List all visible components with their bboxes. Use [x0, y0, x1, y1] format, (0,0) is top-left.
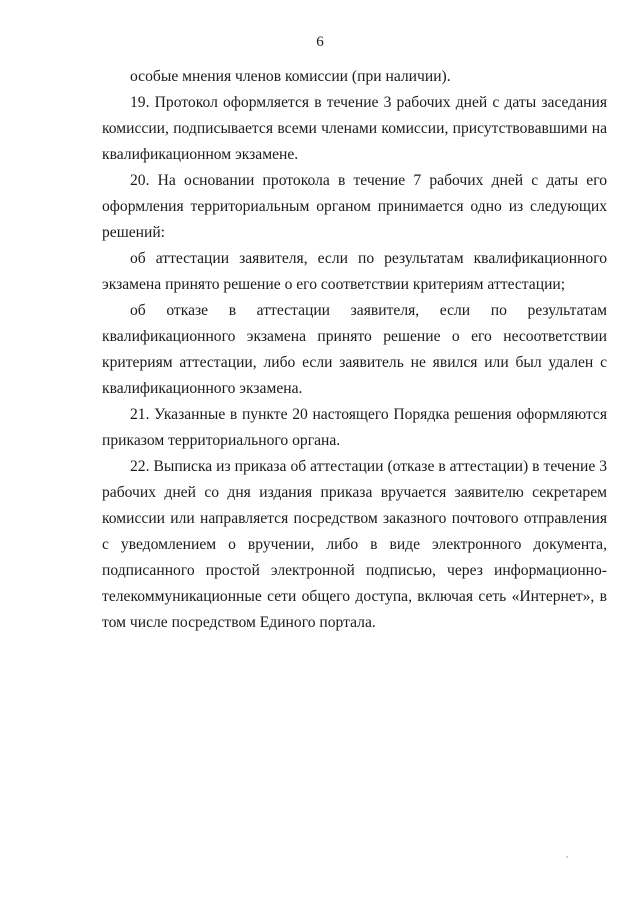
paragraph-19: 19. Протокол оформляется в течение 3 рабочих дней с даты заседания комиссии, подписывается всеми членами комиссии, присутствовавшими на квалификационном экзамене. [102, 94, 607, 163]
paragraph-22: 22. Выписка из приказа об аттестации (отказе в аттестации) в течение 3 рабочих дней со дня издания приказа вручается заявителю секретарем комиссии или направляется посредством заказного почтового отправления с уведомлением о вручении, либо в виде электронного документа, подписанного простой электронной подписью, через информационно-телекоммуникационные сети общего доступа, включая сеть «Интернет», в том числе посредством Единого портала. [102, 458, 607, 631]
paragraph-20-option-attestation: об аттестации заявителя, если по результатам квалификационного экзамена принято решение о его соответствии критериям аттестации; [102, 250, 607, 293]
paragraph-20-option-refusal: об отказе в аттестации заявителя, если по результатам квалификационного экзамена принято решение о его несоответствии критериям аттестации, либо если заявитель не явился или был удален с квалификационного экзамена. [102, 302, 607, 397]
paragraph-21: 21. Указанные в пункте 20 настоящего Порядка решения оформляются приказом территориального органа. [102, 406, 607, 449]
paragraph-20: 20. На основании протокола в течение 7 рабочих дней с даты его оформления территориальным органом принимается одно из следующих решений: [102, 172, 607, 241]
document-body [102, 64, 607, 636]
scan-speck [566, 856, 568, 858]
page-number: 6 [316, 34, 324, 50]
paragraph-continuation: особые мнения членов комиссии (при наличии). [130, 68, 451, 85]
